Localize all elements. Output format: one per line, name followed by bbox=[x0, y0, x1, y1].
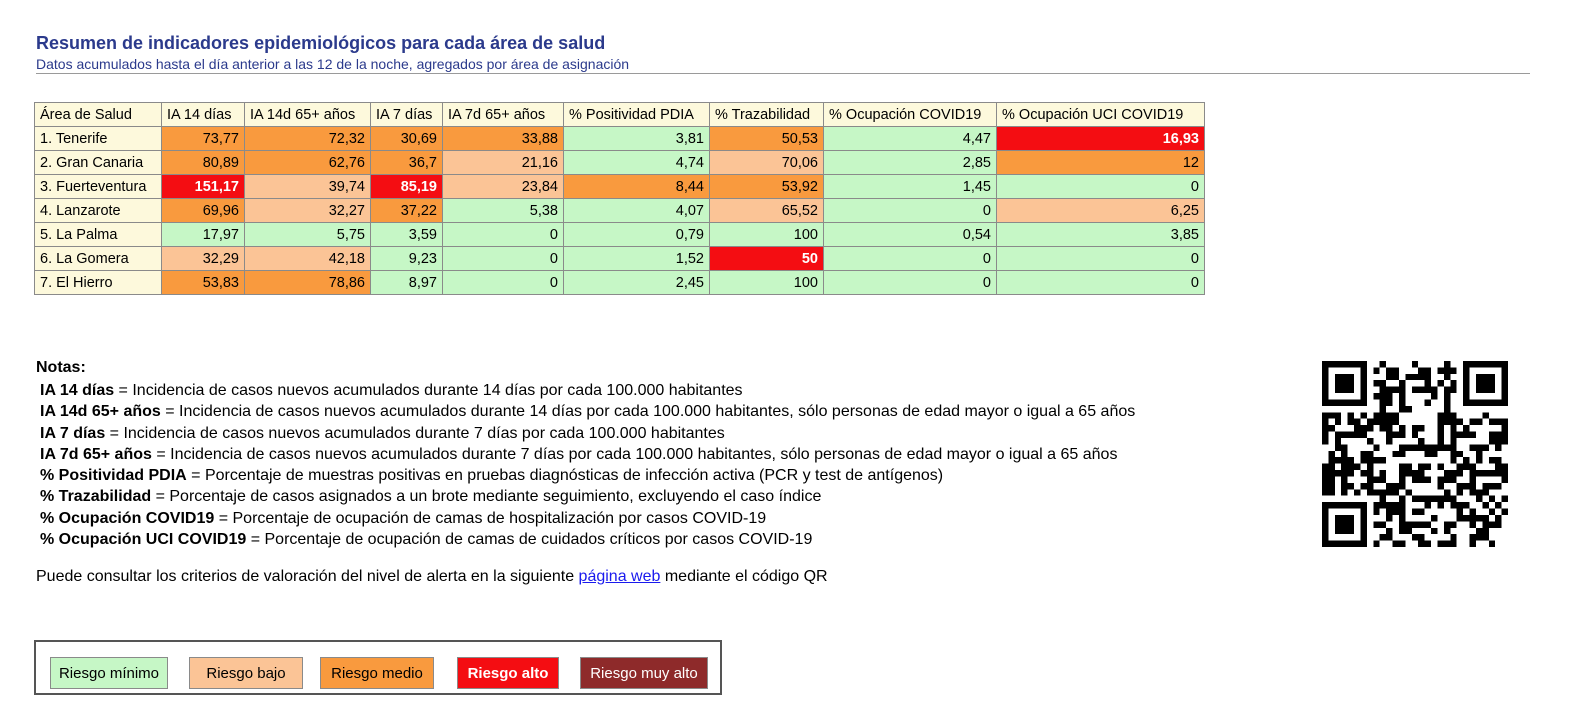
value-cell: 5,38 bbox=[443, 199, 564, 223]
note-definition: = Incidencia de casos nuevos acumulados durante 7 días por cada 100.000 habitantes, sólo personas de edad mayor o igual a 65 años bbox=[151, 445, 1118, 463]
value-cell: 72,32 bbox=[245, 127, 371, 151]
value-cell: 0 bbox=[824, 271, 997, 295]
table-row bbox=[35, 151, 1205, 175]
value-cell: 3,85 bbox=[997, 223, 1205, 247]
legend-item-medio: Riesgo medio bbox=[320, 657, 434, 689]
note-term: % Positividad PDIA bbox=[40, 467, 187, 485]
value-cell: 17,97 bbox=[162, 223, 245, 247]
area-name-cell: 6. La Gomera bbox=[35, 247, 162, 271]
area-name-cell: 7. El Hierro bbox=[35, 271, 162, 295]
note-term: % Ocupación COVID19 bbox=[40, 509, 215, 527]
value-cell: 0 bbox=[824, 247, 997, 271]
value-cell: 0 bbox=[443, 271, 564, 295]
value-cell: 8,97 bbox=[371, 271, 443, 295]
area-name-cell: 5. La Palma bbox=[35, 223, 162, 247]
column-header: % Trazabilidad bbox=[710, 103, 824, 127]
note-term: % Trazabilidad bbox=[40, 488, 152, 506]
table-row bbox=[35, 127, 1205, 151]
header-divider bbox=[36, 73, 1530, 74]
note-definition: = Porcentaje de ocupación de camas de cuidados críticos por casos COVID-19 bbox=[246, 531, 813, 549]
value-cell: 65,52 bbox=[710, 199, 824, 223]
column-header: % Ocupación UCI COVID19 bbox=[997, 103, 1205, 127]
value-cell: 0 bbox=[443, 223, 564, 247]
value-cell: 78,86 bbox=[245, 271, 371, 295]
value-cell: 53,83 bbox=[162, 271, 245, 295]
legend-item-alto: Riesgo alto bbox=[457, 657, 559, 689]
note-item bbox=[40, 444, 1135, 465]
note-item bbox=[40, 423, 1135, 444]
column-header: Área de Salud bbox=[35, 103, 162, 127]
value-cell: 12 bbox=[997, 151, 1205, 175]
note-item bbox=[40, 529, 1135, 550]
value-cell: 33,88 bbox=[443, 127, 564, 151]
note-definition: = Porcentaje de muestras positivas en pruebas diagnósticas de infección activa (PCR y test de antígenos) bbox=[186, 467, 944, 485]
value-cell: 50 bbox=[710, 247, 824, 271]
legend-item-muyalto: Riesgo muy alto bbox=[580, 657, 708, 689]
column-header: IA 7d 65+ años bbox=[443, 103, 564, 127]
value-cell: 1,52 bbox=[564, 247, 710, 271]
value-cell: 36,7 bbox=[371, 151, 443, 175]
area-name-cell: 3. Fuerteventura bbox=[35, 175, 162, 199]
note-term: IA 7 días bbox=[40, 424, 106, 442]
value-cell: 69,96 bbox=[162, 199, 245, 223]
value-cell: 5,75 bbox=[245, 223, 371, 247]
value-cell: 151,17 bbox=[162, 175, 245, 199]
value-cell: 32,29 bbox=[162, 247, 245, 271]
consult-text-after: mediante el código QR bbox=[660, 568, 828, 585]
risk-legend bbox=[34, 640, 722, 695]
qr-code-icon bbox=[1322, 361, 1508, 547]
value-cell: 42,18 bbox=[245, 247, 371, 271]
table-row bbox=[35, 199, 1205, 223]
value-cell: 80,89 bbox=[162, 151, 245, 175]
area-name-cell: 1. Tenerife bbox=[35, 127, 162, 151]
note-term: % Ocupación UCI COVID19 bbox=[40, 531, 247, 549]
legend-item-bajo: Riesgo bajo bbox=[189, 657, 303, 689]
note-definition: = Porcentaje de ocupación de camas de hospitalización por casos COVID-19 bbox=[214, 509, 767, 527]
value-cell: 73,77 bbox=[162, 127, 245, 151]
notes-section bbox=[36, 357, 1135, 550]
value-cell: 32,27 bbox=[245, 199, 371, 223]
table-row bbox=[35, 223, 1205, 247]
value-cell: 85,19 bbox=[371, 175, 443, 199]
value-cell: 16,93 bbox=[997, 127, 1205, 151]
note-term: IA 7d 65+ años bbox=[40, 445, 152, 463]
value-cell: 0 bbox=[997, 175, 1205, 199]
table-body bbox=[35, 127, 1205, 295]
note-definition: = Incidencia de casos nuevos acumulados durante 14 días por cada 100.000 habitantes bbox=[114, 382, 743, 399]
value-cell: 0 bbox=[443, 247, 564, 271]
value-cell: 23,84 bbox=[443, 175, 564, 199]
web-page-link[interactable]: página web bbox=[578, 568, 661, 585]
value-cell: 100 bbox=[710, 271, 824, 295]
column-header: IA 7 días bbox=[371, 103, 443, 127]
value-cell: 21,16 bbox=[443, 151, 564, 175]
value-cell: 30,69 bbox=[371, 127, 443, 151]
note-definition: = Incidencia de casos nuevos acumulados durante 7 días por cada 100.000 habitantes bbox=[105, 424, 725, 442]
value-cell: 9,23 bbox=[371, 247, 443, 271]
value-cell: 50,53 bbox=[710, 127, 824, 151]
table-header-row bbox=[35, 103, 1205, 127]
value-cell: 3,59 bbox=[371, 223, 443, 247]
value-cell: 0 bbox=[997, 247, 1205, 271]
note-definition: = Porcentaje de casos asignados a un brote mediante seguimiento, excluyendo el caso índice bbox=[151, 488, 822, 506]
page-subtitle: Datos acumulados hasta el día anterior a las 12 de la noche, agregados por área de asignación bbox=[36, 56, 630, 72]
note-item bbox=[40, 401, 1135, 422]
value-cell: 1,45 bbox=[824, 175, 997, 199]
note-item bbox=[40, 486, 1135, 507]
column-header: IA 14 días bbox=[162, 103, 245, 127]
legend-item-min: Riesgo mínimo bbox=[50, 657, 168, 689]
note-item bbox=[40, 380, 1135, 401]
notes-list bbox=[36, 380, 1135, 550]
value-cell: 4,07 bbox=[564, 199, 710, 223]
value-cell: 53,92 bbox=[710, 175, 824, 199]
column-header: IA 14d 65+ años bbox=[245, 103, 371, 127]
consult-text-before: Puede consultar los criterios de valoración del nivel de alerta en la siguiente bbox=[36, 568, 579, 585]
column-header: % Ocupación COVID19 bbox=[824, 103, 997, 127]
value-cell: 62,76 bbox=[245, 151, 371, 175]
value-cell: 0,79 bbox=[564, 223, 710, 247]
note-term: IA 14d 65+ años bbox=[40, 403, 161, 421]
value-cell: 0,54 bbox=[824, 223, 997, 247]
notes-title: Notas: bbox=[36, 359, 86, 376]
value-cell: 37,22 bbox=[371, 199, 443, 223]
area-name-cell: 2. Gran Canaria bbox=[35, 151, 162, 175]
table-row bbox=[35, 271, 1205, 295]
area-name-cell: 4. Lanzarote bbox=[35, 199, 162, 223]
value-cell: 8,44 bbox=[564, 175, 710, 199]
table-row bbox=[35, 175, 1205, 199]
consult-text bbox=[36, 568, 828, 586]
value-cell: 39,74 bbox=[245, 175, 371, 199]
value-cell: 4,47 bbox=[824, 127, 997, 151]
note-definition: = Incidencia de casos nuevos acumulados durante 14 días por cada 100.000 habitantes, sólo personas de edad mayor o igual a 65 años bbox=[160, 403, 1136, 421]
note-item bbox=[40, 465, 1135, 486]
value-cell: 3,81 bbox=[564, 127, 710, 151]
value-cell: 6,25 bbox=[997, 199, 1205, 223]
note-term: IA 14 días bbox=[40, 382, 115, 399]
indicators-table bbox=[34, 102, 1205, 295]
page-title: Resumen de indicadores epidemiológicos para cada área de salud bbox=[36, 33, 606, 53]
value-cell: 100 bbox=[710, 223, 824, 247]
column-header: % Positividad PDIA bbox=[564, 103, 710, 127]
value-cell: 0 bbox=[824, 199, 997, 223]
value-cell: 4,74 bbox=[564, 151, 710, 175]
value-cell: 70,06 bbox=[710, 151, 824, 175]
table-row bbox=[35, 247, 1205, 271]
value-cell: 2,85 bbox=[824, 151, 997, 175]
value-cell: 2,45 bbox=[564, 271, 710, 295]
note-item bbox=[40, 508, 1135, 529]
value-cell: 0 bbox=[997, 271, 1205, 295]
